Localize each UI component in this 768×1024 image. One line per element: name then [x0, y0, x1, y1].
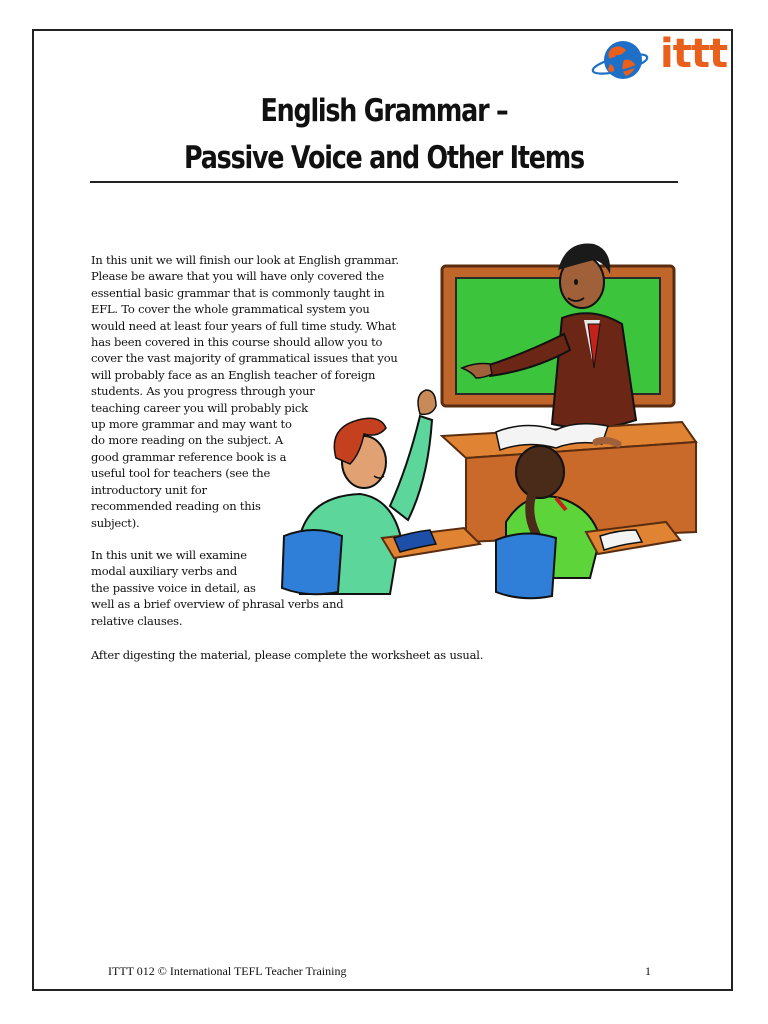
closing-paragraph: After digesting the material, please complete the worksheet as usual.: [91, 648, 484, 662]
text-line: has been covered in this course should allow you to: [91, 335, 383, 350]
page-title-line-1: English Grammar –: [260, 93, 508, 129]
text-line: do more reading on the subject. A: [91, 433, 283, 448]
text-line: introductory unit for: [91, 482, 207, 497]
title-divider: [90, 181, 678, 183]
page-title-line-2: Passive Voice and Other Items: [184, 140, 584, 176]
text-line: the passive voice in detail, as: [91, 580, 256, 595]
text-line: cover the vast majority of grammatical issues that you: [91, 351, 398, 366]
text-line: In this unit we will examine: [91, 548, 247, 562]
text-line: recommended reading on this: [91, 499, 261, 514]
text-line: essential basic grammar that is commonly taught in: [91, 285, 385, 300]
text-line: up more grammar and may want to: [91, 417, 292, 432]
text-line: would need at least four years of full time study. What: [91, 318, 396, 333]
text-line: In this unit we will finish our look at English grammar.: [91, 253, 399, 267]
text-line: EFL. To cover the whole grammatical system you: [91, 302, 370, 317]
second-paragraph: [91, 547, 343, 629]
footer-course-credit: ITTT 012 © International TEFL Teacher Training: [108, 964, 347, 978]
text-line: subject).: [91, 515, 140, 530]
text-line: modal auxiliary verbs and: [91, 564, 238, 579]
footer-page-number: 1: [645, 964, 651, 978]
text-line: good grammar reference book is a: [91, 449, 287, 464]
text-line: teaching career you will probably pick: [91, 400, 308, 415]
text-line: Please be aware that you will have only covered the: [91, 269, 384, 284]
intro-paragraph: [91, 252, 399, 531]
logo-wordmark: ittt: [660, 31, 728, 77]
text-line: useful tool for teachers (see the: [91, 466, 271, 481]
text-line: relative clauses.: [91, 613, 183, 628]
text-line: will probably face as an English teacher of foreign: [91, 367, 376, 382]
text-line: students. As you progress through your: [91, 384, 315, 399]
text-line: well as a brief overview of phrasal verbs and: [91, 597, 344, 612]
